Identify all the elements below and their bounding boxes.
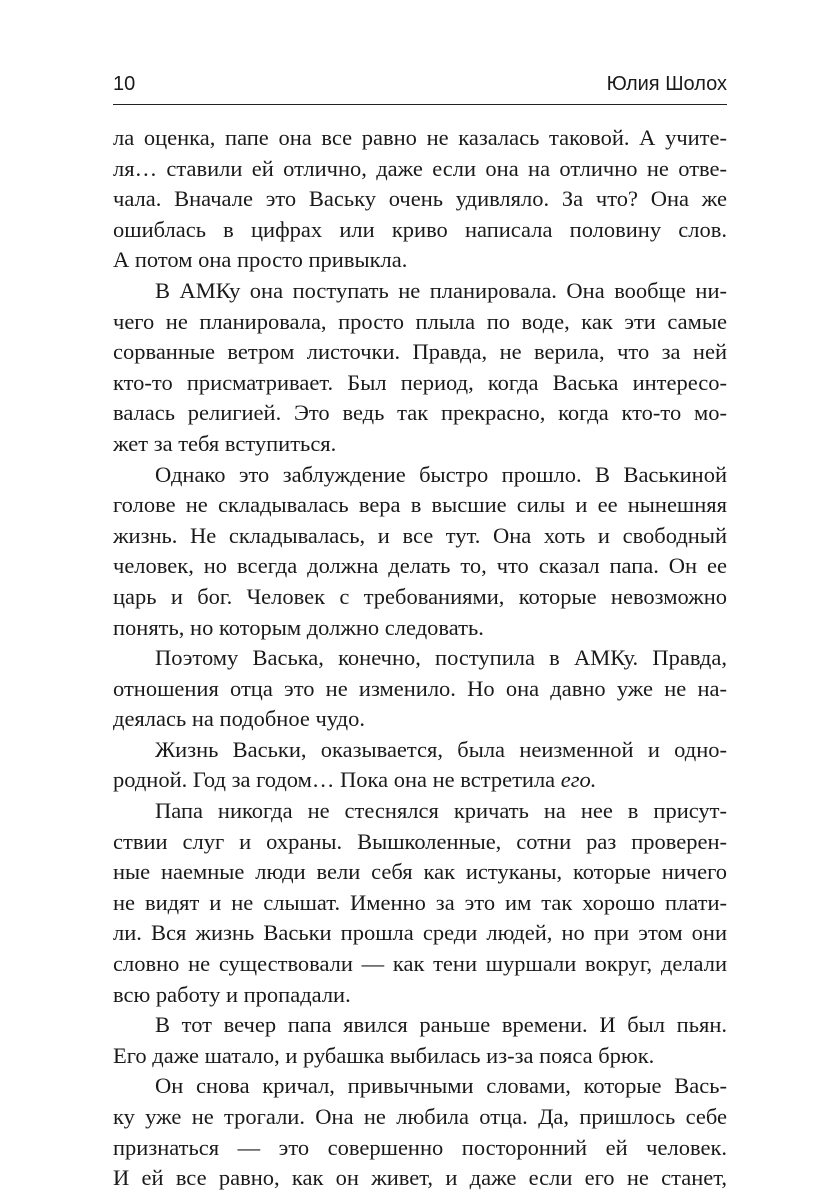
text-line: ли. Вся жизнь Васьки прошла среди людей, но при этом они — [113, 920, 727, 946]
text-line: А потом она просто привыкла. — [113, 247, 408, 273]
text-line: кто-то присматривает. Был период, когда Васька интересо- — [113, 369, 727, 395]
paragraph — [113, 276, 727, 460]
text-line: И ей все равно, как он живет, и даже если его не станет, — [113, 1165, 727, 1191]
text-line: чала. Вначале это Ваську очень удивляло. За что? Она же — [113, 186, 727, 212]
text-line: ные наемные люди вели себя как истуканы, которые ничего — [113, 859, 727, 885]
text-line: царь и бог. Человек с требованиями, которые невозможно — [113, 583, 727, 609]
paragraph — [113, 643, 727, 735]
italic-emphasis: его. — [560, 767, 597, 793]
text-line: ля… ставили ей отлично, даже если она на отлично не отве- — [113, 155, 727, 181]
text-line: человек, но всегда должна делать то, что сказал папа. Он ее — [113, 553, 727, 579]
text-line: деялась на подобное чудо. — [113, 706, 365, 732]
text-line: понять, но которым должно следовать. — [113, 614, 484, 640]
text-line: жет за тебя вступиться. — [113, 430, 337, 456]
text-line: отношения отца это не изменило. Но она давно уже не на- — [113, 675, 727, 701]
text-line: В тот вечер папа явился раньше времени. И был пьян. — [155, 1012, 727, 1038]
text-line: Папа никогда не стеснялся кричать на нее в присут- — [155, 798, 727, 824]
text-line: Однако это заблуждение быстро прошло. В Васькиной — [155, 461, 727, 487]
text-line: признаться — это совершенно посторонний ей человек. — [113, 1134, 727, 1160]
text-line: словно не существовали — как тени шуршали вокруг, делали — [113, 951, 727, 977]
text-line: Он снова кричал, привычными словами, которые Вась- — [155, 1073, 727, 1099]
text-line: ку уже не трогали. Она не любила отца. Да, пришлось себе — [113, 1104, 727, 1129]
text-line: Его даже шатало, и рубашка выбилась из-за пояса брюк. — [113, 1042, 655, 1068]
text-line: не видят и не слышат. Именно за это им так хорошо плати- — [113, 889, 727, 915]
text-line: Поэтому Васька, конечно, поступила в АМКу. Правда, — [155, 645, 727, 671]
paragraph — [113, 735, 727, 796]
text-line: жизнь. Не складывалась, и все тут. Она хоть и свободный — [113, 522, 727, 548]
text-line: сорванные ветром листочки. Правда, не верила, что за ней — [113, 339, 727, 365]
running-header — [113, 72, 727, 105]
paragraph — [113, 1010, 727, 1071]
text-line: В АМКу она поступать не планировала. Она вообще ни- — [155, 277, 727, 303]
text-line: ла оценка, папе она все равно не казалась таковой. А учите- — [113, 125, 727, 150]
text-line: всю работу и пропадали. — [113, 981, 351, 1007]
body-text — [113, 123, 727, 1194]
text-line: Жизнь Васьки, оказывается, была неизменной и одно- — [155, 736, 727, 762]
paragraph — [113, 1071, 727, 1193]
text-line: ошиблась в цифрах или криво написала половину слов. — [113, 216, 727, 242]
paragraph — [113, 123, 727, 276]
page-number: 10 — [113, 73, 136, 95]
paragraph — [113, 796, 727, 1010]
text-line: родной. Год за годом… Пока она не встретила его. — [113, 767, 597, 793]
book-page — [113, 72, 727, 1194]
paragraph — [113, 460, 727, 644]
text-line: чего не планировала, просто плыла по воде, как эти самые — [113, 308, 727, 334]
text-line: ствии слуг и охраны. Вышколенные, сотни раз проверен- — [113, 828, 727, 854]
text-line: голове не складывалась вера в высшие силы и ее нынешняя — [113, 492, 727, 518]
running-author: Юлия Шолох — [606, 73, 727, 95]
text-line: валась религией. Это ведь так прекрасно, когда кто-то мо- — [113, 400, 727, 426]
